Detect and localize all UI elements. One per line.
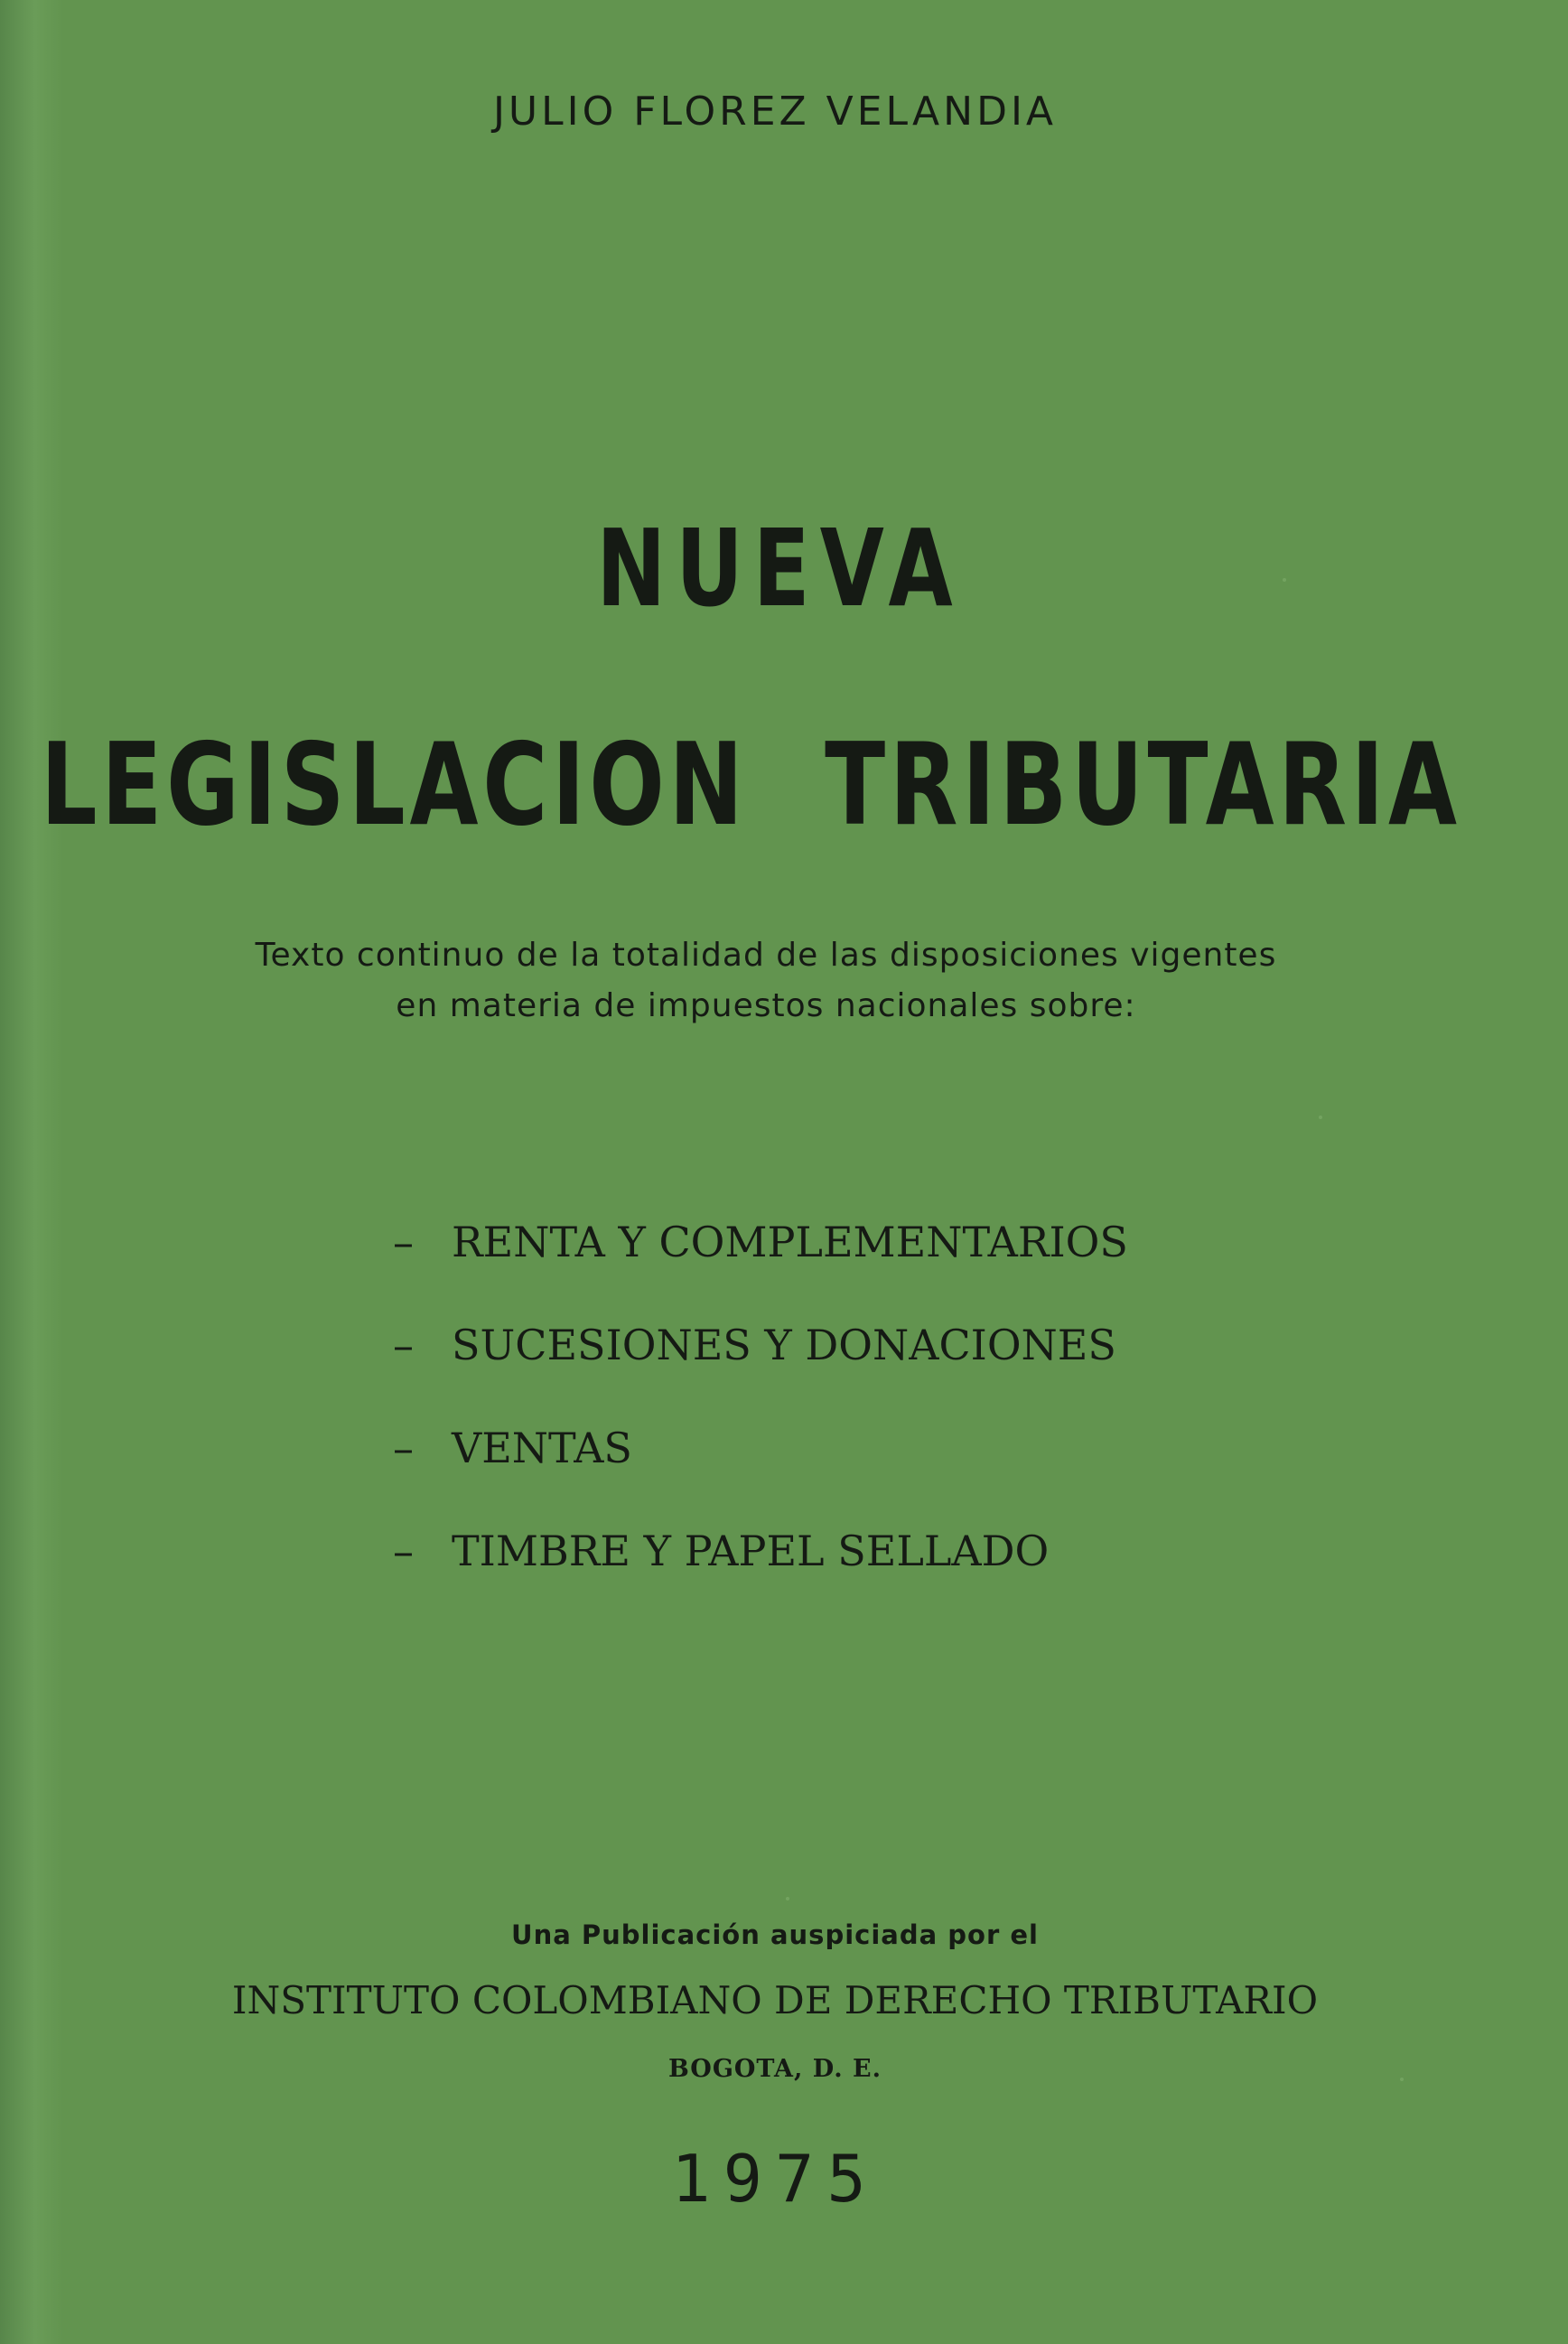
paper-speck [786,1897,789,1900]
topic-item [393,1524,1128,1627]
dash-bullet: – [393,1527,414,1575]
topic-label: SUCESIONES Y DONACIONES [452,1321,1116,1369]
dash-bullet: – [393,1218,414,1266]
paper-speck [1319,1116,1322,1119]
topic-label: VENTAS [452,1424,632,1472]
topic-list [393,1215,1128,1627]
publication-place: BOGOTA, D. E. [667,2055,882,2083]
topic-item [393,1215,1128,1318]
dash-bullet: – [393,1424,414,1472]
title-line-2 [0,718,1568,851]
topic-label: RENTA Y COMPLEMENTARIOS [452,1218,1128,1266]
topic-item [393,1421,1128,1524]
subtitle-line-1: Texto continuo de la totalidad de las disposiciones vigentes [255,937,1277,974]
institute-name: INSTITUTO COLOMBIANO DE DERECHO TRIBUTARIO [231,1978,1319,2022]
title-line-2-text: LEGISLACION TRIBUTARIA [41,718,1461,851]
sponsor-line: Una Publicación auspiciada por el [511,1919,1039,1950]
author-name: JULIO FLOREZ VELANDIA [492,89,1058,135]
title-line-1: NUEVA [596,506,963,630]
subtitle-line-2: en materia de impuestos nacionales sobre: [396,987,1136,1024]
publication-year: 1975 [671,2141,879,2217]
dash-bullet: – [393,1321,414,1369]
topic-item [393,1318,1128,1421]
subtitle [0,930,1568,1032]
topic-label: TIMBRE Y PAPEL SELLADO [452,1527,1050,1575]
